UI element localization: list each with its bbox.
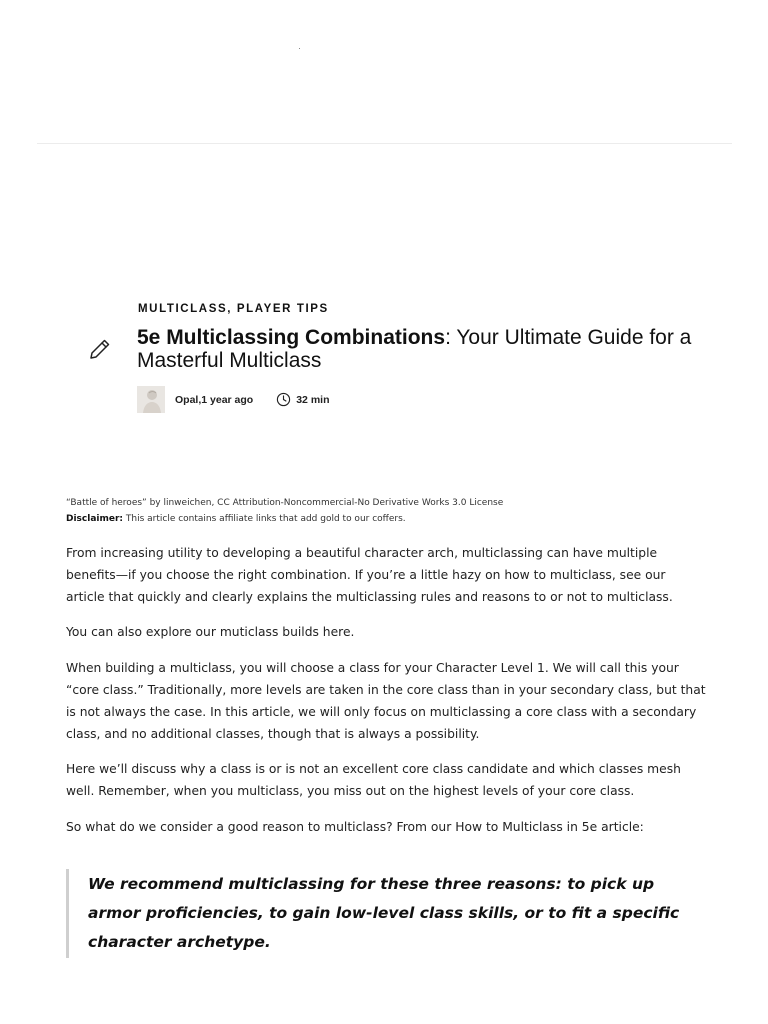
- blockquote-text: We recommend multiclassing for these three reasons: to pick up armor proficiencies, to gain low-level class skills, or to fit a specific character archetype.: [88, 875, 680, 951]
- blockquote: [66, 869, 696, 958]
- article-title-rest: : Your Ultimate Guide for a Masterful Multiclass: [137, 326, 692, 372]
- paragraph-text: .: [668, 590, 673, 604]
- article-meta: [137, 386, 329, 413]
- paragraph-reason: [66, 816, 706, 838]
- multiclass-builds-link[interactable]: muticlass builds here: [219, 625, 351, 639]
- paragraph-discussion: Here we’ll discuss why a class is or is not an excellent core class candidate and which classes mesh well. Remember, when you multiclass, you miss out on the highest levels of your core class.: [66, 762, 681, 798]
- article-title-bold: 5e Multiclassing Combinations: [137, 326, 446, 349]
- avatar[interactable]: [137, 386, 165, 413]
- multiclassing-rules-link[interactable]: multiclassing rules and reasons to or not to multiclass: [335, 590, 669, 604]
- paragraph-text: You can also explore our: [66, 625, 220, 639]
- publish-date: 1 year ago: [201, 393, 254, 406]
- category-separator: ,: [227, 303, 237, 315]
- article-categories: [138, 303, 329, 315]
- paragraph-builds: [66, 621, 706, 643]
- category-link-multiclass[interactable]: MULTICLASS: [138, 303, 228, 315]
- how-to-multiclass-link[interactable]: How to Multiclass in 5e: [455, 820, 598, 834]
- paragraph-intro: [66, 542, 706, 608]
- disclaimer-label: Disclaimer:: [66, 514, 124, 524]
- disclaimer: [66, 514, 406, 524]
- article-title: [137, 326, 697, 372]
- header-divider: [37, 143, 732, 144]
- disclaimer-text: This article contains affiliate links that add gold to our coffers.: [123, 514, 406, 524]
- paragraph-text: .: [350, 625, 355, 639]
- paragraph-core-class: When building a multiclass, you will choose a class for your Character Level 1. We will call this your “core class.” Traditionally, more levels are taken in the core class than in your secondary class, but that is not always the case. In this article, we will only focus on multiclassing a core class with a secondary class, and no additional classes, though that is always a possibility.: [66, 661, 706, 741]
- image-credit: “Battle of heroes” by linweichen, CC Attribution-Noncommercial-No Derivative Works 3.0 License: [66, 498, 504, 508]
- pencil-icon: [88, 337, 112, 361]
- paragraph-text: So what do we consider a good reason to multiclass? From our: [66, 820, 456, 834]
- category-link-player-tips[interactable]: PLAYER TIPS: [236, 303, 329, 315]
- read-time: 32 min: [296, 393, 330, 406]
- header-placeholder-dot: [299, 48, 300, 49]
- paragraph-text: article:: [597, 820, 644, 834]
- paragraph-text: From increasing utility to developing a beautiful character arch, multiclassing can have multiple benefits—if you choose the right combination. If you’re a little hazy on how to multiclass, see our article that quickly and clearly explains the: [66, 546, 666, 604]
- clock-icon: [276, 392, 291, 407]
- author-link[interactable]: Opal: [175, 393, 199, 406]
- date-separator: ,: [198, 393, 202, 406]
